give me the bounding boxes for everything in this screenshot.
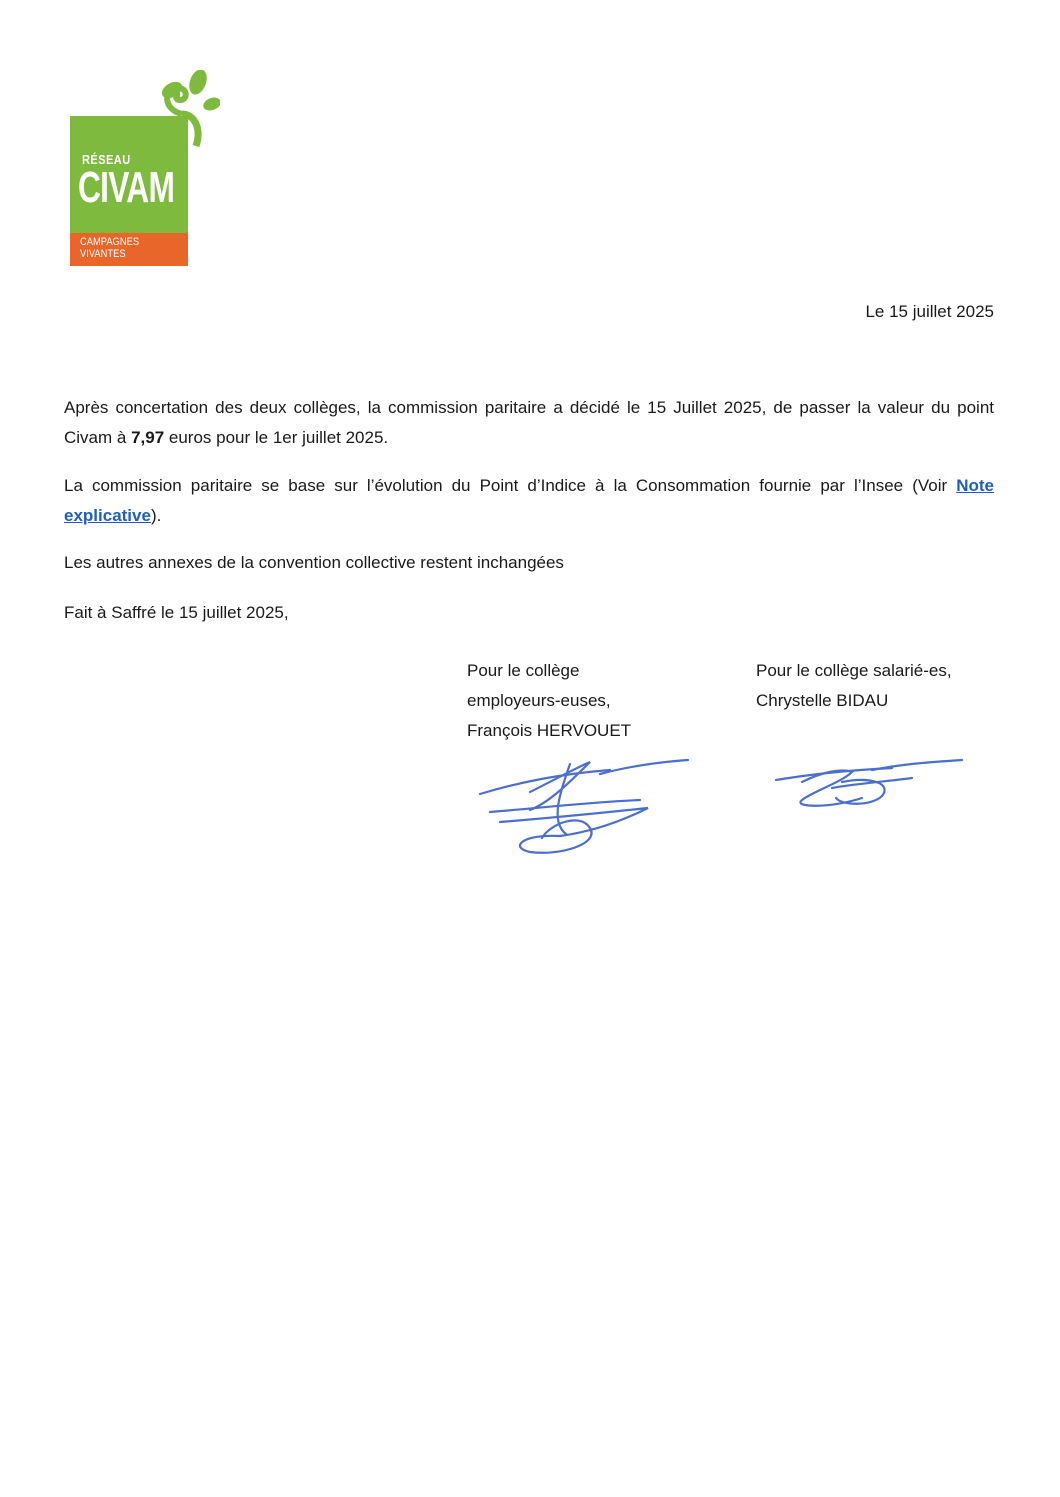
logo-civam-text: CIVAM: [78, 163, 175, 212]
employer-signatory: [467, 656, 707, 746]
employer-signatory-name: François HERVOUET: [467, 721, 632, 740]
basis-paragraph: [64, 471, 994, 531]
annexes-paragraph: Les autres annexes de la convention collective restent inchangées: [64, 553, 564, 572]
employer-college-label: Pour le collège: [467, 661, 580, 680]
employee-signature-image: [772, 752, 968, 816]
logo-campagnes-line: CAMPAGNES: [80, 236, 140, 248]
employer-signature-image: [470, 752, 710, 862]
employer-college-label-2: employeurs-euses,: [467, 691, 611, 710]
employee-signatory: [756, 656, 996, 716]
logo-reseau-text: RÉSEAU: [82, 152, 131, 167]
logo-campagnes-text: [80, 236, 139, 260]
document-date: Le 15 juillet 2025: [865, 302, 994, 321]
point-value: 7,97: [131, 428, 165, 447]
civam-logo: [68, 70, 220, 268]
decision-text-start: Après concertation des deux collèges, la commission paritaire a décidé le 15 Juillet 2025, de passer la valeur du point Civam à: [64, 398, 994, 447]
note-explicative-link[interactable]: Note explicative: [64, 476, 994, 525]
basis-text-start: La commission paritaire se base sur l’évolution du Point d’Indice à la Consommation fournie par l’Insee (Voir: [64, 476, 957, 495]
employee-college-label: Pour le collège salarié-es,: [756, 661, 952, 680]
basis-text-end: ).: [150, 506, 162, 525]
decision-text-end: euros pour le 1er juillet 2025.: [164, 428, 389, 447]
place-date-paragraph: Fait à Saffré le 15 juillet 2025,: [64, 603, 289, 622]
employee-signatory-name: Chrystelle BIDAU: [756, 691, 889, 710]
decision-paragraph: [64, 393, 994, 453]
logo-vivantes-line: VIVANTES: [80, 248, 126, 260]
